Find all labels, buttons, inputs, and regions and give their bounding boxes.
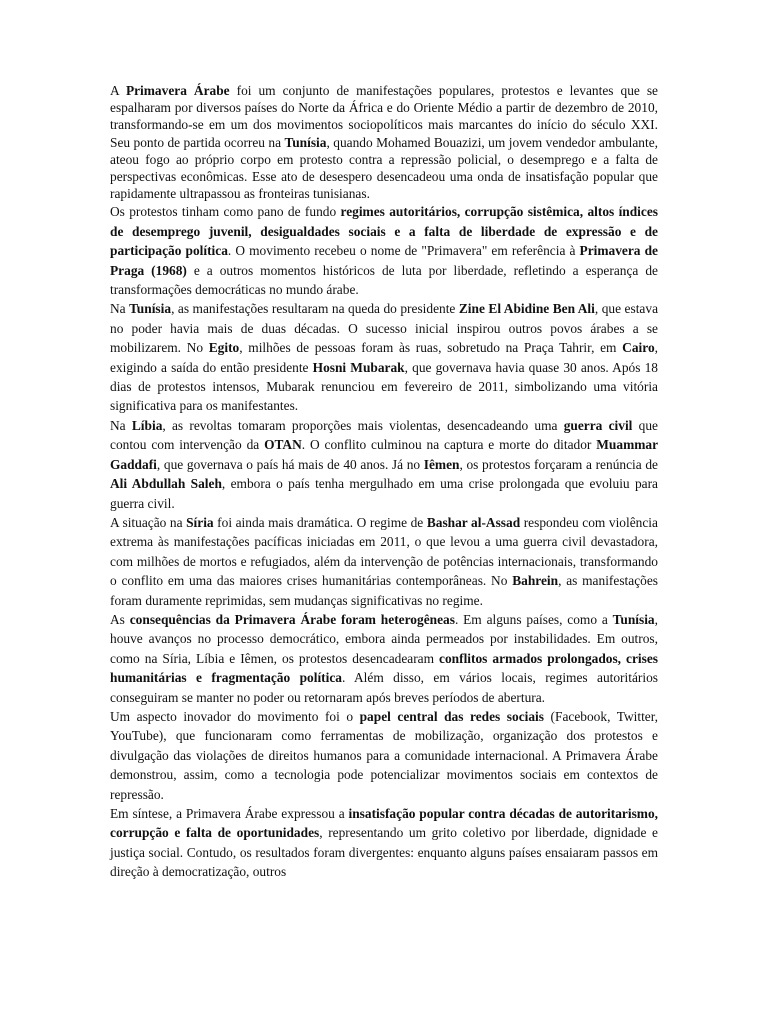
- bold-text: Líbia: [131, 417, 163, 433]
- bold-text: OTAN: [264, 437, 302, 453]
- bold-text: Primavera Árabe: [125, 83, 230, 98]
- bold-text: guerra civil: [563, 417, 633, 433]
- bold-text: Egito: [208, 340, 240, 356]
- bold-text: Muammar Gaddafi: [110, 437, 659, 472]
- bold-text: Bashar al-Assad: [426, 514, 521, 530]
- text-run: foi ainda mais dramática. O regime de: [213, 514, 427, 530]
- text-run: , exigindo a saída do então presidente: [110, 340, 658, 375]
- text-run: , as manifestações foram duramente reprimidas, sem mudanças significativas no regime.: [110, 573, 658, 608]
- bold-text: Tunísia: [284, 134, 327, 150]
- text-run: (Facebook, Twitter, YouTube), que funcionaram como ferramentas de mobilização, organização dos protestos e divulgação das violações de direitos humanos para a comunidade internacional. A Primavera Árabe demonstrou, assim, como a tecnologia pode potencializar movimentos sociais em contextos de repressão.: [110, 708, 659, 802]
- bold-text: Ali Abdullah Saleh: [110, 476, 222, 492]
- text-run: , representando um grito coletivo por liberdade, dignidade e justiça social. Contudo, os resultados foram divergentes: enquanto alguns países ensaiaram passos em direção à democratização, outros: [110, 825, 658, 880]
- paragraph-7: [110, 707, 658, 804]
- bold-text: Bahrein: [512, 573, 559, 589]
- text-run: foi um conjunto de manifestações populares, protestos e levantes que se espalharam por diversos países do Norte da África e do Oriente Médio a partir de dezembro de 2010, transformando-se em um dos movimentos sociopolíticos mais marcantes do início do século XXI. Seu ponto de partida ocorreu na: [110, 83, 658, 150]
- text-run: respondeu com violência extrema às manifestações pacíficas iniciadas em 2011, o que levou a uma guerra civil devastadora, com milhões de mortos e refugiados, além da intervenção de potências internacionais, transformando o conflito em uma das maiores crises humanitárias contemporâneas. No: [110, 514, 658, 589]
- bold-text: Primavera de Praga (1968): [110, 243, 658, 278]
- text-run: Na: [110, 301, 130, 317]
- bold-text: Tunísia: [612, 611, 655, 627]
- text-run: . O conflito culminou na captura e morte do ditador: [301, 437, 597, 453]
- text-run: Na: [110, 417, 132, 433]
- paragraph-8: [110, 804, 658, 882]
- text-run: . Além disso, em vários locais, regimes autoritários conseguiram se manter no poder ou retornaram após breves períodos de abertura.: [110, 670, 658, 705]
- text-run: A: [110, 83, 126, 98]
- text-run: , as revoltas tomaram proporções mais violentas, desencadeando uma: [162, 417, 564, 433]
- document-body: [110, 82, 658, 882]
- paragraph-2: [110, 202, 658, 299]
- text-run: , que governava havia quase 30 anos. Após 18 dias de protestos intensos, Mubarak renunciou em fevereiro de 2011, simbolizando uma vitória significativa para os manifestantes.: [110, 359, 658, 414]
- bold-text: Iêmen: [423, 456, 460, 472]
- text-run: , as manifestações resultaram na queda do presidente: [171, 301, 459, 317]
- bold-text: Hosni Mubarak: [312, 359, 405, 375]
- text-run: As: [110, 611, 130, 627]
- bold-text: conflitos armados prolongados, crises humanitárias e fragmentação política: [110, 650, 659, 686]
- bold-text: Síria: [186, 514, 214, 530]
- bold-text: papel central das redes sociais: [359, 708, 544, 724]
- text-run: , milhões de pessoas foram às ruas, sobretudo na Praça Tahrir, em: [239, 340, 623, 356]
- text-run: . Em alguns países, como a: [454, 611, 613, 627]
- text-run: e a outros momentos históricos de luta por liberdade, refletindo a esperança de transformações democráticas no mundo árabe.: [110, 262, 658, 298]
- bold-text: insatisfação popular contra décadas de autoritarismo, corrupção e falta de oportunidades: [110, 806, 658, 841]
- bold-text: regimes autoritários, corrupção sistêmica, altos índices de desemprego juvenil, desigualdades sociais e a falta de liberdade de expressão e de participação política: [110, 204, 659, 259]
- paragraph-1: [110, 82, 658, 202]
- bold-text: Tunísia: [129, 301, 172, 317]
- text-run: que contou com intervenção da: [110, 417, 658, 453]
- paragraph-4: [110, 416, 658, 513]
- text-run: , que estava no poder havia mais de duas décadas. O sucesso inicial inspirou outros povos árabes a se mobilizarem. No: [110, 301, 659, 356]
- bold-text: consequências da Primavera Árabe foram heterogêneas: [129, 611, 455, 627]
- paragraph-5: [110, 513, 658, 610]
- bold-text: Zine El Abidine Ben Ali: [458, 301, 595, 317]
- paragraph-6: [110, 610, 658, 707]
- text-run: A situação na: [110, 514, 187, 530]
- text-run: , que governava o país há mais de 40 anos. Já no: [156, 456, 424, 472]
- text-run: , houve avanços no processo democrático, embora ainda permeados por instabilidades. Em outros, como na Síria, Líbia e Iêmen, os protestos desencadearam: [110, 611, 658, 666]
- text-run: Um aspecto inovador do movimento foi o: [110, 708, 360, 724]
- text-run: Os protestos tinham como pano de fundo: [110, 204, 341, 220]
- text-run: . O movimento recebeu o nome de "Primavera" em referência à: [227, 243, 580, 259]
- bold-text: Cairo: [622, 340, 655, 356]
- text-run: , quando Mohamed Bouazizi, um jovem vendedor ambulante, ateou fogo ao próprio corpo em protesto contra a repressão policial, o desemprego e a falta de perspectivas econômicas. Esse ato de desespero desencadeou uma onda de insatisfação popular que rapidamente ultrapassou as fronteiras tunisianas.: [110, 134, 658, 202]
- paragraph-3: [110, 299, 658, 415]
- text-run: Em síntese, a Primavera Árabe expressou a: [110, 806, 349, 822]
- text-run: , os protestos forçaram a renúncia de: [459, 456, 658, 472]
- text-run: , embora o país tenha mergulhado em uma crise prolongada que evoluiu para guerra civil.: [110, 476, 659, 511]
